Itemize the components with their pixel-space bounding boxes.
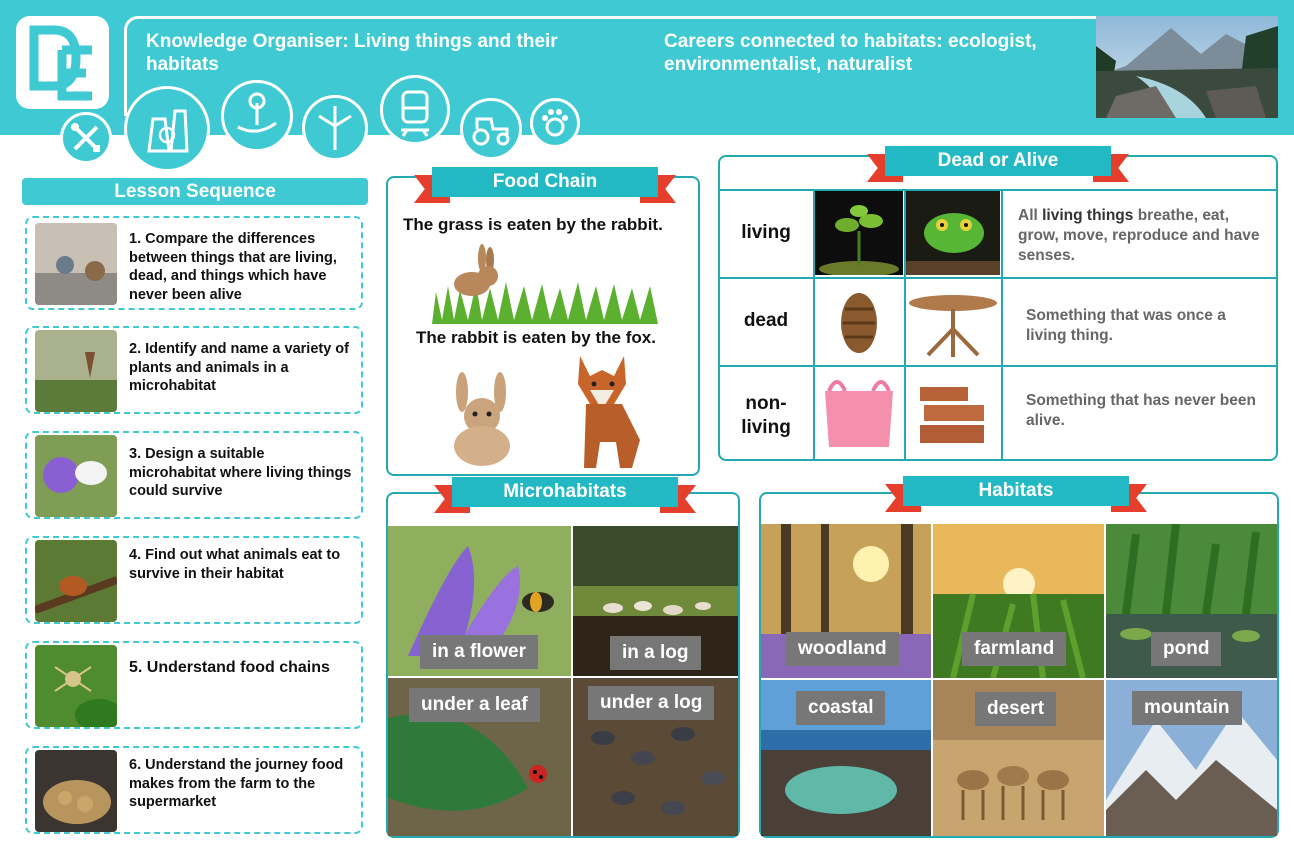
power-station-icon: [124, 86, 210, 172]
microhabitat-label: in a log: [610, 636, 701, 670]
lesson-photo: [35, 435, 117, 517]
dead-or-alive-banner: [885, 146, 1111, 178]
food-chain-title: Food Chain: [432, 167, 658, 197]
habitats-title: Habitats: [903, 476, 1129, 506]
food-chain-line-2: The rabbit is eaten by the fox.: [416, 328, 656, 347]
fox-image: [560, 350, 656, 468]
lesson-item: [25, 536, 363, 624]
lesson-text: 2. Identify and name a variety of plants and animals in a microhabitat: [129, 341, 349, 394]
dead-description: Something that was once a living thing.: [1026, 307, 1226, 344]
dead-label: dead: [743, 310, 789, 331]
lesson-item: [25, 216, 363, 310]
lizard-image: [906, 191, 1000, 275]
lesson-item: [25, 746, 363, 834]
lesson-sequence-title: Lesson Sequence: [22, 178, 368, 205]
microhabitat-label: under a leaf: [409, 688, 540, 722]
habitat-label: mountain: [1132, 691, 1242, 725]
non-living-label: non- living: [741, 393, 791, 438]
grass-rabbit-image: [432, 240, 658, 324]
wind-turbine-icon: [302, 95, 368, 161]
lesson-text: 6. Understand the journey food makes from the farm to the supermarket: [129, 757, 344, 810]
paw-icon: [530, 98, 580, 148]
lesson-photo: [35, 540, 117, 622]
lesson-text: 3. Design a suitable microhabitat where living things could survive: [129, 446, 352, 499]
lesson-text: 5. Understand food chains: [129, 659, 330, 676]
careers-text: Careers connected to habitats: ecologist, environmentalist, naturalist: [664, 31, 1037, 75]
logo: [16, 16, 109, 109]
habitat-label: pond: [1151, 632, 1221, 666]
seedling-image: [815, 191, 903, 275]
plastic-bag-image: [815, 367, 903, 457]
habitat-label: desert: [975, 692, 1056, 726]
living-label: living: [741, 222, 791, 243]
lesson-photo: [35, 645, 117, 727]
pinecone-image: [815, 279, 903, 363]
lesson-text: 1. Compare the differences between things that are living, dead, and things which have never been alive: [129, 231, 337, 303]
rabbit-image: [442, 370, 522, 466]
food-chain-line-1: The grass is eaten by the rabbit.: [403, 215, 663, 234]
food-chain-banner: [432, 167, 658, 199]
habitat-label: woodland: [786, 632, 899, 666]
microhabitat-label: under a log: [588, 686, 714, 720]
habitats-banner: [903, 476, 1129, 508]
lesson-photo: [35, 750, 117, 832]
tools-icon: [60, 112, 112, 164]
tractor-icon: [460, 98, 522, 160]
train-icon: [380, 75, 450, 145]
plant-hand-icon: [221, 80, 293, 152]
lesson-photo: [35, 330, 117, 412]
habitat-label: farmland: [962, 632, 1066, 666]
lesson-photo: [35, 223, 117, 305]
page-title: Knowledge Organiser: Living things and their habitats: [146, 31, 558, 75]
header-river-photo: [1096, 16, 1278, 118]
microhabitat-label: in a flower: [420, 635, 538, 669]
table-image: [906, 279, 1000, 363]
microhabitats-banner: [452, 477, 678, 509]
lesson-item: [25, 641, 363, 729]
non-living-description: Something that has never been alive.: [1026, 392, 1256, 429]
lesson-item: [25, 326, 363, 414]
living-description: All living things breathe, eat, grow, move, reproduce and have senses.: [1018, 207, 1260, 264]
de-logo-icon: [16, 16, 109, 109]
lesson-text: 4. Find out what animals eat to survive in their habitat: [129, 547, 341, 582]
lesson-item: [25, 431, 363, 519]
bricks-image: [906, 367, 1000, 457]
habitat-label: coastal: [796, 691, 885, 725]
dead-or-alive-title: Dead or Alive: [885, 146, 1111, 176]
microhabitats-title: Microhabitats: [452, 477, 678, 507]
